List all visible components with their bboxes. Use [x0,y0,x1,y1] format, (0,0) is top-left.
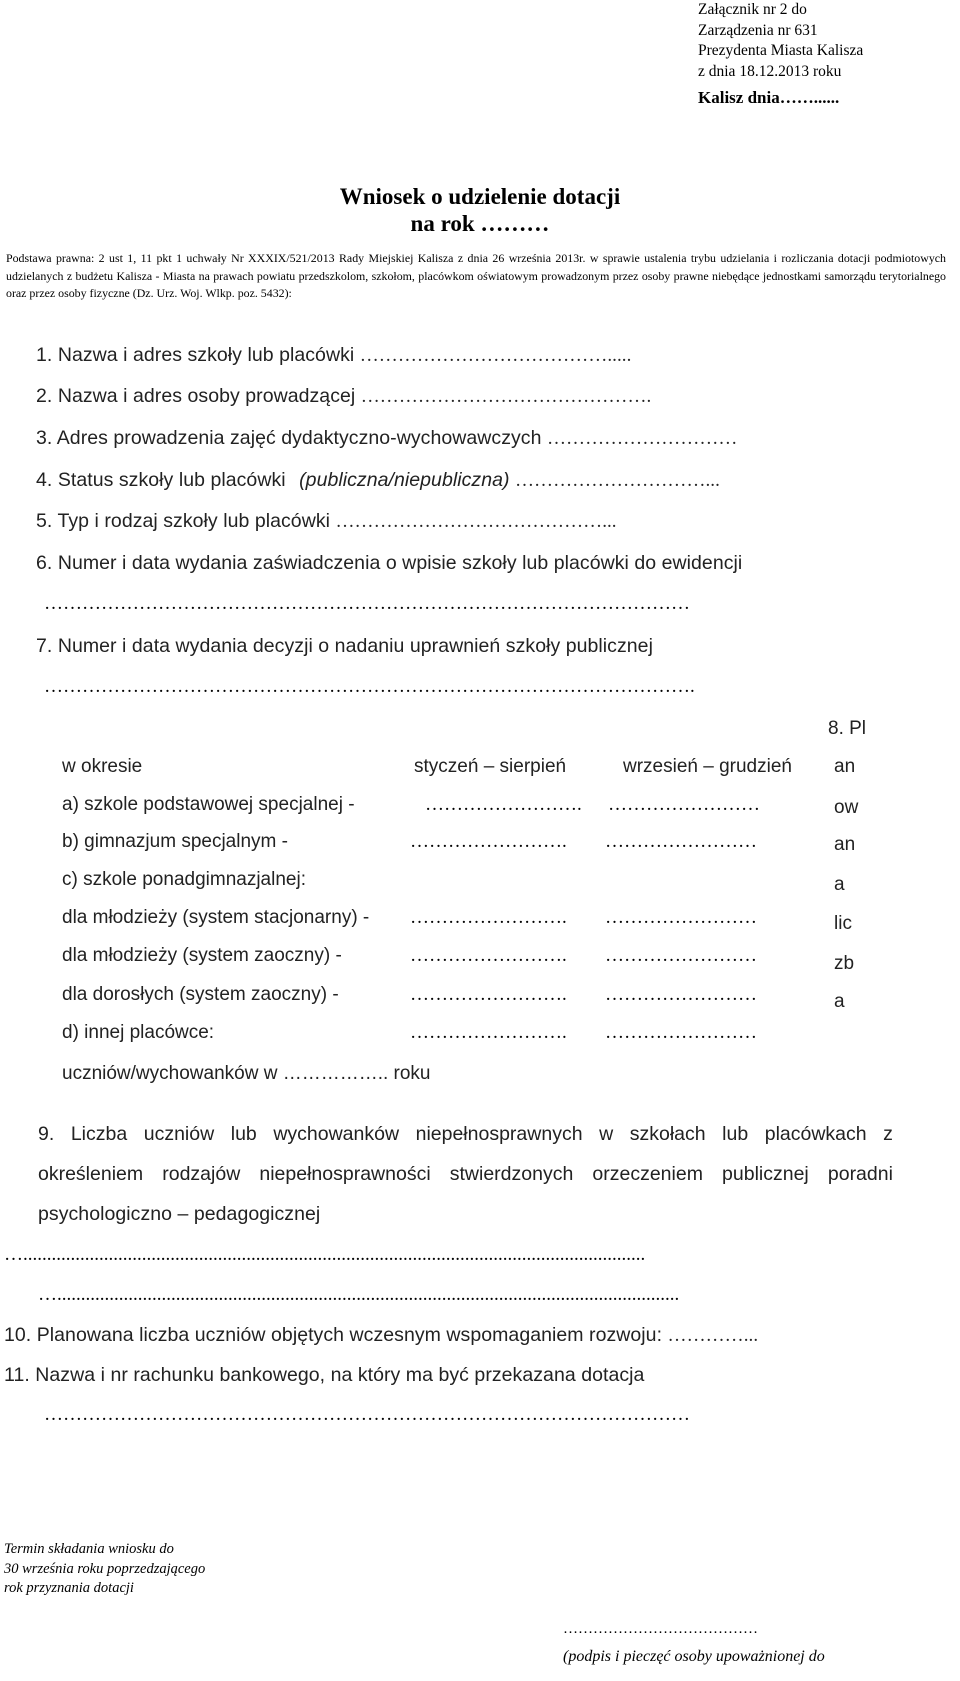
table-header-jan-aug: styczeń – sierpień [414,756,567,777]
item-6-label: 6. Numer i data wydania zaświadczenia o wpisie szkoły lub placówki do ewidencji [36,552,743,574]
item-7-field[interactable]: …………………………………………………………………………………………. [44,676,695,697]
table-cell-sep-dec[interactable]: …………………… [605,945,757,966]
item-9-word: rodzajów [162,1163,241,1185]
item-9-word: lub [722,1123,749,1145]
table-row-label: dla młodzieży (system stacjonarny) - [62,907,370,928]
item-9-word: z [883,1123,893,1145]
deadline-line: rok przyznania dotacji [4,1580,134,1596]
table-row-label: c) szkole ponadgimnazjalnej: [62,869,306,890]
deadline-line: 30 września roku poprzedzającego [4,1560,206,1577]
signature-field[interactable]: ………………………………… [563,1621,758,1637]
item-8-fragment: lic [834,913,852,934]
table-header-sep-dec: wrzesień – grudzień [623,756,792,777]
item-9-word: lub [230,1123,257,1145]
item-9-word: publicznej [722,1163,809,1185]
attachment-line: Załącznik nr 2 do [698,1,807,18]
table-cell-sep-dec[interactable]: …………………… [608,794,760,815]
attachment-line: Zarządzenia nr 631 [698,21,818,39]
item-2-label: 2. Nazwa i adres osoby prowadzącej [36,385,356,407]
item-9-word: niepełnosprawnych [415,1123,583,1145]
attachment-header [698,0,863,82]
table-cell-jan-aug[interactable]: ……………………. [410,945,567,966]
table-row-label: dla dorosłych (system zaoczny) - [62,984,339,1005]
item-4-field[interactable]: …………………………... [515,470,720,491]
item-9-word: określeniem [38,1163,144,1185]
table-row-label: b) gimnazjum specjalnym - [62,831,288,852]
table-cell-jan-aug[interactable]: ……………………. [410,907,567,928]
item-5-field[interactable]: ……………………………………... [335,511,617,532]
item-9-word: poradni [827,1163,893,1185]
item-9-word: w [599,1123,614,1145]
item-5 [36,510,617,533]
table-cell-jan-aug[interactable]: ……………………. [410,984,567,1005]
item-9-word: wychowanków [273,1123,400,1145]
table-row-label: d) innej placówce: [62,1022,215,1043]
table-row-label: dla młodzieży (system zaoczny) - [62,945,342,966]
item-4-label: 4. Status szkoły lub placówki [36,469,286,491]
item-8-fragment: ow [834,797,859,818]
attachment-line: z dnia 18.12.2013 roku [698,62,842,80]
document-title: Wniosek o udzielenie dotacji [339,184,621,209]
item-9-word: 9. [38,1123,55,1145]
table-cell-sep-dec[interactable]: …………………… [605,1022,757,1043]
item-1-field[interactable]: …………………………………..... [359,345,632,366]
item-9-line-1 [38,1123,893,1146]
signature-caption: (podpis i pieczęć osoby upoważnionej do [563,1648,825,1665]
item-9-word: orzeczeniem [592,1163,703,1185]
item-1 [36,344,631,367]
item-10-field[interactable]: …………... [667,1325,759,1346]
item-3 [36,427,737,450]
item-9-line-2 [38,1163,893,1186]
table-cell-sep-dec[interactable]: …………………… [605,984,757,1005]
item-11-label: 11. Nazwa i nr rachunku bankowego, na który ma być przekazana dotacja [4,1364,645,1386]
item-11-field[interactable]: ………………………………………………………………………………………… [44,1404,690,1425]
item-9-word: stwierdzonych [449,1163,574,1185]
item-9-line-3: psychologiczno – pedagogicznej [38,1203,321,1225]
item-5-label: 5. Typ i rodzaj szkoły lub placówki [36,510,331,532]
item-6-field[interactable]: ………………………………………………………………………………………… [44,593,690,614]
item-3-field[interactable]: ………………………… [546,428,738,449]
attachment-line: Prezydenta Miasta Kalisza [698,42,864,59]
item-9-word: szkołach [629,1123,706,1145]
item-10-label: 10. Planowana liczba uczniów objętych wczesnym wspomaganiem rozwoju: [4,1324,663,1346]
item-9-word: niepełnosprawności [259,1163,431,1185]
table-cell-jan-aug[interactable]: ……………………. [410,1022,567,1043]
deadline-line: Termin składania wniosku do [4,1541,174,1557]
document-title-year: na rok ……… [410,211,550,236]
item-2 [36,385,651,408]
table-cell-jan-aug[interactable]: ……………………. [425,794,582,815]
item-8-number: 8. Pl [828,718,867,739]
item-4-status-options: (publiczna/niepubliczna) [299,469,510,491]
table-header-period: w okresie [62,756,143,777]
item-8-fragment: a [834,874,845,895]
table-row-label: a) szkole podstawowej specjalnej - [62,794,355,815]
item-8-fragment: a [834,991,845,1012]
submission-deadline-note [4,1540,205,1599]
item-8-fragment: an [834,756,856,777]
item-1-label: 1. Nazwa i adres szkoły lub placówki [36,344,355,366]
date-line: Kalisz dnia……...... [698,88,840,107]
item-9-word: placówkach [764,1123,867,1145]
table-cell-jan-aug[interactable]: ……………………. [410,831,567,852]
table-footer-year: uczniów/wychowanków w …………….. roku [62,1063,431,1084]
item-9-word: Liczba [70,1123,128,1145]
table-cell-sep-dec[interactable]: …………………… [605,831,757,852]
item-3-label: 3. Adres prowadzenia zajęć dydaktyczno-wychowawczych [36,427,542,449]
item-9-field-2[interactable]: …................................................................................................................................... [38,1284,680,1305]
item-9-word: uczniów [143,1123,215,1145]
table-cell-sep-dec[interactable]: …………………… [605,907,757,928]
item-2-field[interactable]: ………………………………………. [360,386,652,407]
item-4 [36,469,720,492]
item-8-fragment: an [834,834,856,855]
item-10 [4,1324,758,1347]
legal-basis: Podstawa prawna: 2 ust 1, 11 pkt 1 uchwały Nr XXXIX/521/2013 Rady Miejskiej Kalisza z dnia 26 września 2013r. w sprawie ustalenia trybu udzielania i rozliczania dotacji podmiotowych udzielanych z budżetu Kalisza - Miasta na prawach powiatu przedszkolom, szkołom, placówkom oświatowym prowadzonym przez osoby prawne niebędące jednostkami samorządu terytorialnego oraz przez osoby fizyczne (Dz. Urz. Woj. Wlkp. poz. 5432): [6,251,946,300]
item-7-label: 7. Numer i data wydania decyzji o nadaniu uprawnień szkoły publicznej [36,635,653,657]
item-9-field-1[interactable]: …................................................................................................................................... [4,1244,646,1265]
item-8-fragment: zb [834,953,855,974]
